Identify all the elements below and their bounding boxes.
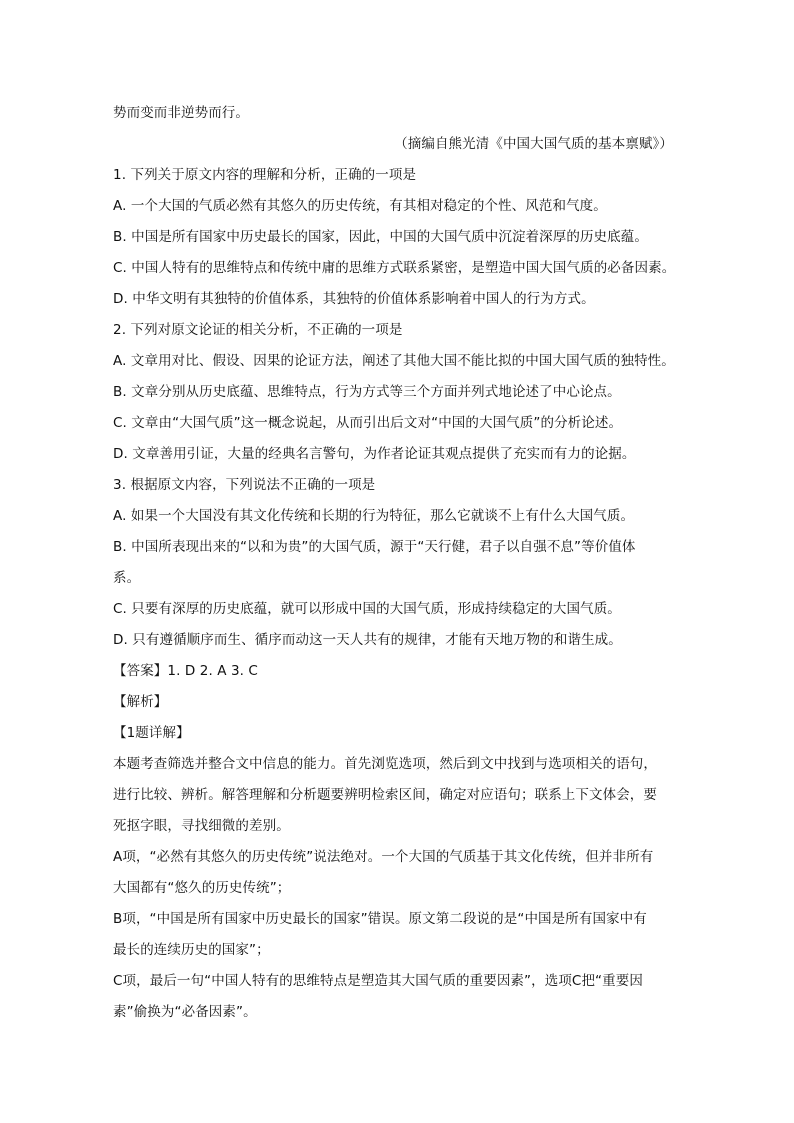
answer-key: 【答案】1. D 2. A 3. C — [113, 663, 258, 679]
question-3-option-c: C. 只要有深厚的历史底蕴，就可以形成中国的大国气质，形成持续稳定的大国气质。 — [113, 601, 621, 617]
question-1-explanation-heading: 【1题详解】 — [113, 725, 190, 741]
question-2-option-b: B. 文章分别从历史底蕴、思维特点，行为方式等三个方面并列式地论述了中心论点。 — [113, 384, 621, 400]
question-3-option-b-cont: 系。 — [113, 570, 141, 586]
question-1-option-b: B. 中国是所有国家中历史最长的国家，因此，中国的大国气质中沉淀着深厚的历史底蕴。 — [113, 229, 648, 245]
question-2-stem: 2. 下列对原文论证的相关分析，不正确的一项是 — [113, 322, 403, 338]
explanation-option-a-cont: 大国都有“悠久的历史传统”； — [113, 880, 291, 896]
explanation-option-a: A项，“必然有其悠久的历史传统”说法绝对。一个大国的气质基于其文化传统，但并非所有 — [113, 849, 654, 865]
question-3-option-a: A. 如果一个大国没有其文化传统和长期的行为特征，那么它就谈不上有什么大国气质。 — [113, 508, 635, 524]
question-3-option-d: D. 只有遵循顺序而生、循序而动这一天人共有的规律，才能有天地万物的和谐生成。 — [113, 632, 622, 648]
question-3-stem: 3. 根据原文内容，下列说法不正确的一项是 — [113, 477, 376, 493]
explanation-line: 本题考查筛选并整合文中信息的能力。首先浏览选项，然后到文中找到与选项相关的语句， — [113, 756, 657, 772]
explanation-line: 进行比较、辨析。解答理解和分析题要辨明检索区间，确定对应语句；联系上下文体会，要 — [113, 787, 657, 803]
question-2-option-a: A. 文章用对比、假设、因果的论证方法，阐述了其他大国不能比拟的中国大国气质的独特性。 — [113, 353, 675, 369]
question-1-option-c: C. 中国人特有的思维特点和传统中庸的思维方式联系紧密，是塑造中国大国气质的必备因素。 — [113, 260, 676, 276]
analysis-heading: 【解析】 — [113, 694, 168, 710]
explanation-option-b: B项，“中国是所有国家中历史最长的国家”错误。原文第二段说的是“中国是所有国家中有 — [113, 911, 647, 927]
explanation-line: 死抠字眼，寻找细微的差别。 — [113, 818, 290, 834]
question-1-stem: 1. 下列关于原文内容的理解和分析，正确的一项是 — [113, 167, 417, 183]
question-1-option-a: A. 一个大国的气质必然有其悠久的历史传统，有其相对稳定的个性、风范和气度。 — [113, 198, 607, 214]
explanation-option-c: C项，最后一句“中国人特有的思维特点是塑造其大国气质的重要因素”，选项C把“重要因 — [113, 973, 643, 989]
question-1-option-d: D. 中华文明有其独特的价值体系，其独特的价值体系影响着中国人的行为方式。 — [113, 291, 595, 307]
explanation-option-b-cont: 最长的连续历史的国家”； — [113, 942, 270, 958]
question-2-option-c: C. 文章由“大国气质”这一概念说起，从而引出后文对“中国的大国气质”的分析论述。 — [113, 415, 623, 431]
text-line: 势而变而非逆势而行。 — [113, 105, 249, 121]
question-2-option-d: D. 文章善用引证，大量的经典名言警句，为作者论证其观点提供了充实而有力的论据。 — [113, 446, 636, 462]
source-citation: （摘编自熊光清《中国大国气质的基本禀赋》） — [394, 136, 673, 152]
question-3-option-b: B. 中国所表现出来的“以和为贵”的大国气质，源于“天行健，君子以自强不息”等价值体 — [113, 539, 636, 555]
explanation-option-c-cont: 素”偷换为“必备因素”。 — [113, 1004, 257, 1020]
